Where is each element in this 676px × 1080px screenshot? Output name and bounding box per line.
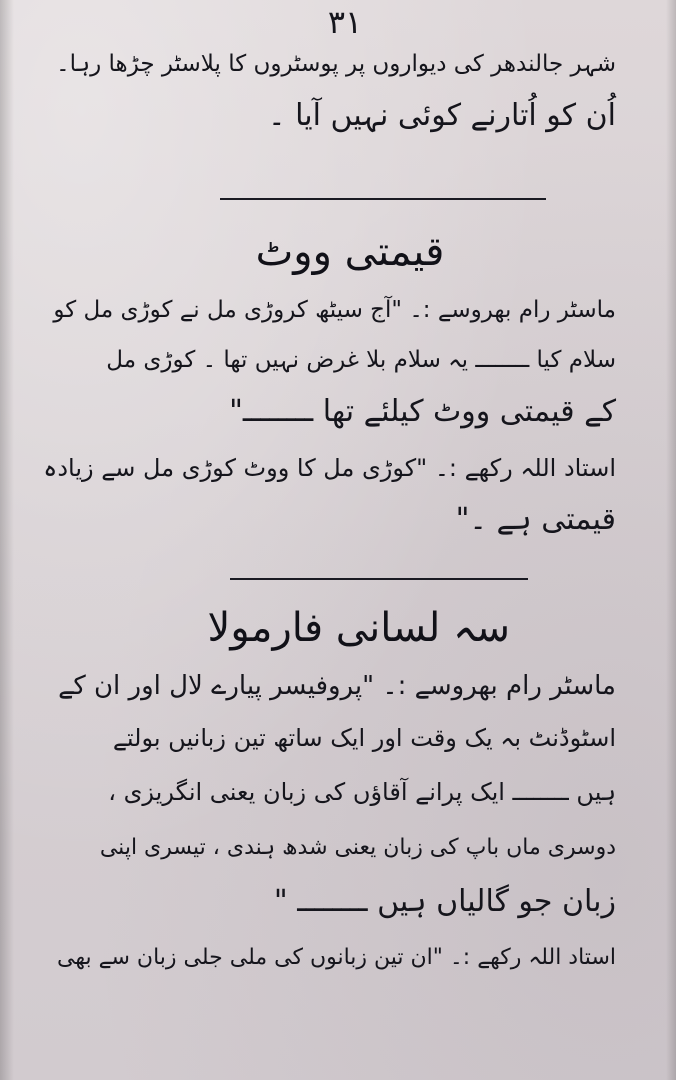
page-edge-shadow-right <box>666 0 676 1080</box>
section-divider-1 <box>220 198 546 200</box>
dialogue-line: زبان جو گالیاں ہیں ــــــــ " <box>273 884 616 919</box>
dialogue-line: استاد اللہ رکھے :۔ "کوڑی مل کا ووٹ کوڑی مل سے زیادہ <box>43 454 616 482</box>
section-divider-2 <box>230 578 528 580</box>
dialogue-line: اسٹوڈنٹ بہ یک وقت اور ایک ساتھ تین زبانیں بولتے <box>112 724 616 752</box>
dialogue-line: سلام کیا ــــــــ یہ سلام بلا غرض نہیں تھا ۔ کوڑی مل <box>106 347 616 373</box>
dialogue-line: ماسٹر رام بھروسے :۔ "پروفیسر پیارے لال اور ان کے <box>58 671 616 701</box>
intro-line-1: شہر جالندھر کی دیواروں پر پوسٹروں کا پلاسٹر چڑھا رہا۔ <box>56 51 616 77</box>
dialogue-line: قیمتی ہے ۔" <box>455 502 616 537</box>
page-number: ۳۱ <box>327 3 363 41</box>
page-edge-shadow-left <box>0 0 14 1080</box>
section-title-qeemti-vote: قیمتی ووٹ <box>255 229 445 275</box>
dialogue-text: "آج سیٹھ کروڑی مل نے کوڑی مل کو <box>53 297 402 323</box>
section-title-seh-lisani-formula: سہ لسانی فارمولا <box>207 605 510 651</box>
speaker-master-ram-bharose: ماسٹر رام بھروسے :۔ <box>409 297 616 323</box>
intro-line-2: اُن کو اُتارنے کوئی نہیں آیا ۔ <box>268 98 616 133</box>
dialogue-line: دوسری ماں باپ کی زبان یعنی شدھ ہندی ، تیسری اپنی <box>99 835 616 860</box>
dialogue-line: کے قیمتی ووٹ کیلئے تھا ــــــــ" <box>229 394 616 429</box>
dialogue-line: استاد اللہ رکھے :۔ "ان تین زبانوں کی ملی جلی زبان سے بھی <box>57 945 616 970</box>
dialogue-line: ہیں ــــــــ ایک پرانے آقاؤں کی زبان یعنی انگریزی ، <box>108 778 616 806</box>
dialogue-line <box>40 290 616 330</box>
